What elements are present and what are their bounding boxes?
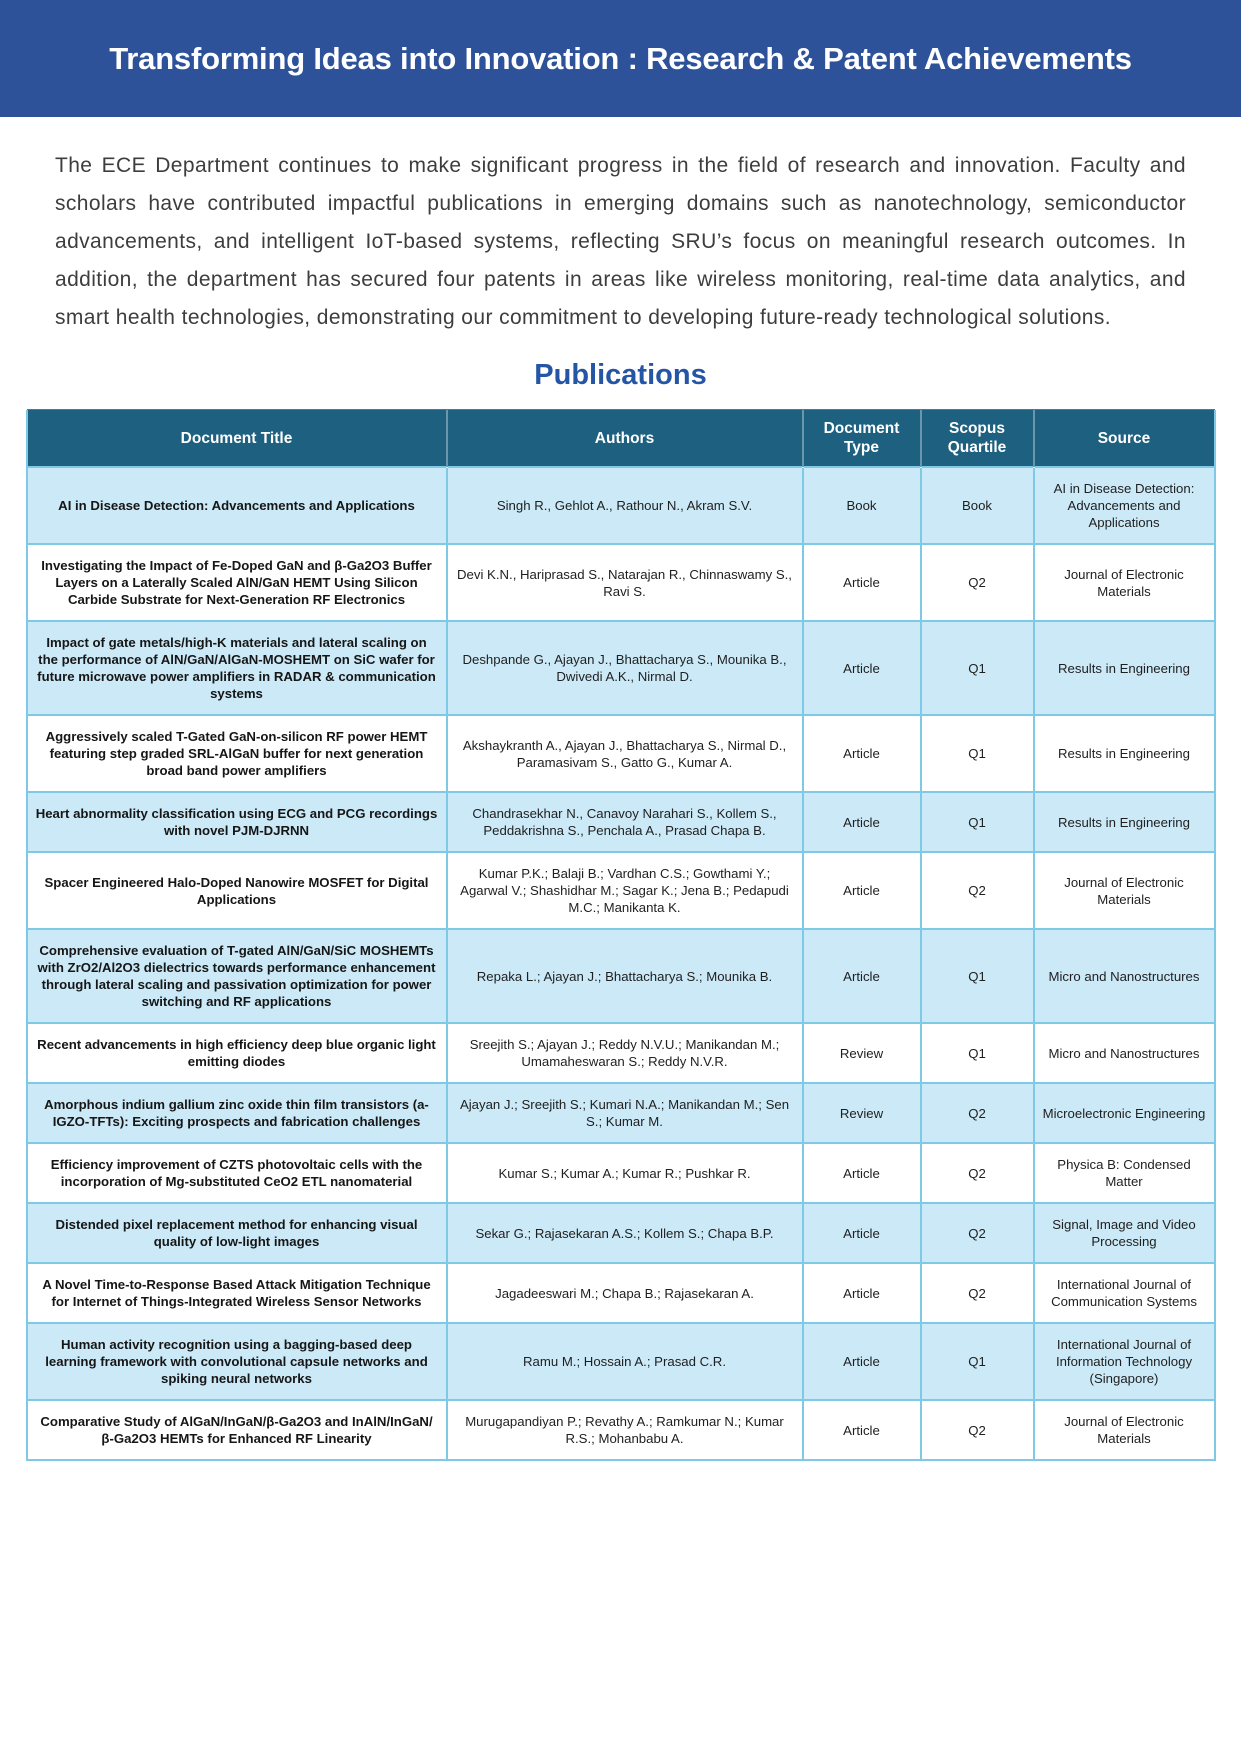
document-type-cell: Review [803, 1023, 921, 1083]
table-row [27, 1143, 1215, 1203]
source-cell: AI in Disease Detection: Advancements and Applications [1034, 467, 1215, 544]
authors-cell: Akshaykranth A., Ajayan J., Bhattacharya S., Nirmal D., Paramasivam S., Gatto G., Kumar A. [447, 715, 803, 792]
page-title: Transforming Ideas into Innovation : Research & Patent Achievements [109, 40, 1132, 76]
document-type-cell: Article [803, 1400, 921, 1460]
table-row [27, 1083, 1215, 1143]
column-header-document-type: Document Type [803, 409, 921, 468]
source-cell: Signal, Image and Video Processing [1034, 1203, 1215, 1263]
scopus-quartile-cell: Q2 [921, 1203, 1034, 1263]
source-cell: Physica B: Condensed Matter [1034, 1143, 1215, 1203]
document-title-cell: Impact of gate metals/high-K materials and lateral scaling on the performance of AlN/GaN/AlGaN-MOSHEMT on SiC wafer for future microwave power amplifiers in RADAR & communication systems [27, 621, 447, 715]
scopus-quartile-cell: Q2 [921, 852, 1034, 929]
scopus-quartile-cell: Q1 [921, 929, 1034, 1023]
document-type-cell: Review [803, 1083, 921, 1143]
authors-cell: Chandrasekhar N., Canavoy Narahari S., Kollem S., Peddakrishna S., Penchala A., Prasad Chapa B. [447, 792, 803, 852]
table-row [27, 621, 1215, 715]
publications-table-header [27, 409, 1215, 468]
header-row [27, 409, 1215, 468]
table-row [27, 929, 1215, 1023]
authors-cell: Deshpande G., Ajayan J., Bhattacharya S., Mounika B., Dwivedi A.K., Nirmal D. [447, 621, 803, 715]
authors-cell: Ramu M.; Hossain A.; Prasad C.R. [447, 1323, 803, 1400]
table-row [27, 715, 1215, 792]
document-title-cell: Heart abnormality classification using ECG and PCG recordings with novel PJM-DJRNN [27, 792, 447, 852]
table-row [27, 467, 1215, 544]
table-row [27, 1023, 1215, 1083]
authors-cell: Murugapandiyan P.; Revathy A.; Ramkumar N.; Kumar R.S.; Mohanbabu A. [447, 1400, 803, 1460]
scopus-quartile-cell: Q1 [921, 792, 1034, 852]
scopus-quartile-cell: Q2 [921, 1400, 1034, 1460]
authors-cell: Kumar S.; Kumar A.; Kumar R.; Pushkar R. [447, 1143, 803, 1203]
document-title-cell: Aggressively scaled T-Gated GaN-on-silicon RF power HEMT featuring step graded SRL-AlGaN buffer for next generation broad band power amplifiers [27, 715, 447, 792]
authors-cell: Ajayan J.; Sreejith S.; Kumari N.A.; Manikandan M.; Sen S.; Kumar M. [447, 1083, 803, 1143]
document-type-cell: Article [803, 929, 921, 1023]
document-type-cell: Article [803, 621, 921, 715]
column-header-document-title: Document Title [27, 409, 447, 468]
document-title-cell: Investigating the Impact of Fe-Doped GaN and β-Ga2O3 Buffer Layers on a Laterally Scaled AlN/GaN HEMT Using Silicon Carbide Substrate for Next-Generation RF Electronics [27, 544, 447, 621]
source-cell: Results in Engineering [1034, 792, 1215, 852]
document-title-cell: Efficiency improvement of CZTS photovoltaic cells with the incorporation of Mg-substituted CeO2 ETL nanomaterial [27, 1143, 447, 1203]
source-cell: Journal of Electronic Materials [1034, 1400, 1215, 1460]
document-title-cell: Comparative Study of AlGaN/InGaN/β-Ga2O3 and InAlN/InGaN/β-Ga2O3 HEMTs for Enhanced RF Linearity [27, 1400, 447, 1460]
document-title-cell: Human activity recognition using a bagging-based deep learning framework with convolutional capsule networks and spiking neural networks [27, 1323, 447, 1400]
scopus-quartile-cell: Q2 [921, 1263, 1034, 1323]
source-cell: Results in Engineering [1034, 621, 1215, 715]
document-type-cell: Article [803, 1143, 921, 1203]
intro-paragraph: The ECE Department continues to make significant progress in the field of research and innovation. Faculty and scholars have contributed impactful publications in emerging domains such as nanotechnology, semiconductor advancements, and intelligent IoT-based systems, reflecting SRU’s focus on meaningful research outcomes. In addition, the department has secured four patents in areas like wireless monitoring, real-time data analytics, and smart health technologies, demonstrating our commitment to developing future-ready technological solutions. [55, 154, 1186, 329]
scopus-quartile-cell: Q1 [921, 621, 1034, 715]
publications-table [26, 407, 1216, 1461]
document-type-cell: Article [803, 1203, 921, 1263]
document-type-cell: Article [803, 544, 921, 621]
document-title-cell: Spacer Engineered Halo-Doped Nanowire MOSFET for Digital Applications [27, 852, 447, 929]
authors-cell: Kumar P.K.; Balaji B.; Vardhan C.S.; Gowthami Y.; Agarwal V.; Shashidhar M.; Sagar K.; Jena B.; Pedapudi M.C.; Manikanta K. [447, 852, 803, 929]
publications-heading: Publications [534, 359, 707, 391]
column-header-authors: Authors [447, 409, 803, 468]
document-title-cell: Amorphous indium gallium zinc oxide thin film transistors (a-IGZO-TFTs): Exciting prospects and fabrication challenges [27, 1083, 447, 1143]
table-row [27, 544, 1215, 621]
column-header-source: Source [1034, 409, 1215, 468]
authors-cell: Sreejith S.; Ajayan J.; Reddy N.V.U.; Manikandan M.; Umamaheswaran S.; Reddy N.V.R. [447, 1023, 803, 1083]
authors-cell: Devi K.N., Hariprasad S., Natarajan R., Chinnaswamy S., Ravi S. [447, 544, 803, 621]
source-cell: Micro and Nanostructures [1034, 929, 1215, 1023]
scopus-quartile-cell: Q2 [921, 1143, 1034, 1203]
column-header-scopus-quartile: Scopus Quartile [921, 409, 1034, 468]
source-cell: Results in Engineering [1034, 715, 1215, 792]
source-cell: Micro and Nanostructures [1034, 1023, 1215, 1083]
scopus-quartile-cell: Q1 [921, 1323, 1034, 1400]
table-row [27, 1400, 1215, 1460]
scopus-quartile-cell: Q2 [921, 1083, 1034, 1143]
document-type-cell: Article [803, 715, 921, 792]
authors-cell: Singh R., Gehlot A., Rathour N., Akram S.V. [447, 467, 803, 544]
scopus-quartile-cell: Book [921, 467, 1034, 544]
document-type-cell: Article [803, 792, 921, 852]
table-row [27, 1263, 1215, 1323]
source-cell: Journal of Electronic Materials [1034, 544, 1215, 621]
document-title-cell: Recent advancements in high efficiency deep blue organic light emitting diodes [27, 1023, 447, 1083]
source-cell: Journal of Electronic Materials [1034, 852, 1215, 929]
table-row [27, 852, 1215, 929]
table-row [27, 792, 1215, 852]
document-type-cell: Article [803, 1323, 921, 1400]
source-cell: International Journal of Information Technology (Singapore) [1034, 1323, 1215, 1400]
authors-cell: Sekar G.; Rajasekaran A.S.; Kollem S.; Chapa B.P. [447, 1203, 803, 1263]
page-banner [0, 0, 1241, 117]
source-cell: International Journal of Communication Systems [1034, 1263, 1215, 1323]
document-type-cell: Article [803, 852, 921, 929]
document-title-cell: A Novel Time-to-Response Based Attack Mitigation Technique for Internet of Things-Integrated Wireless Sensor Networks [27, 1263, 447, 1323]
source-cell: Microelectronic Engineering [1034, 1083, 1215, 1143]
scopus-quartile-cell: Q1 [921, 715, 1034, 792]
publications-table-body [27, 467, 1215, 1460]
document-title-cell: Comprehensive evaluation of T-gated AlN/GaN/SiC MOSHEMTs with ZrO2/Al2O3 dielectrics towards performance enhancement through lateral scaling and passivation optimization for power switching and RF applications [27, 929, 447, 1023]
document-title-cell: Distended pixel replacement method for enhancing visual quality of low-light images [27, 1203, 447, 1263]
table-row [27, 1203, 1215, 1263]
authors-cell: Jagadeeswari M.; Chapa B.; Rajasekaran A. [447, 1263, 803, 1323]
scopus-quartile-cell: Q1 [921, 1023, 1034, 1083]
table-row [27, 1323, 1215, 1400]
authors-cell: Repaka L.; Ajayan J.; Bhattacharya S.; Mounika B. [447, 929, 803, 1023]
scopus-quartile-cell: Q2 [921, 544, 1034, 621]
document-title-cell: AI in Disease Detection: Advancements and Applications [27, 467, 447, 544]
document-type-cell: Book [803, 467, 921, 544]
document-type-cell: Article [803, 1263, 921, 1323]
